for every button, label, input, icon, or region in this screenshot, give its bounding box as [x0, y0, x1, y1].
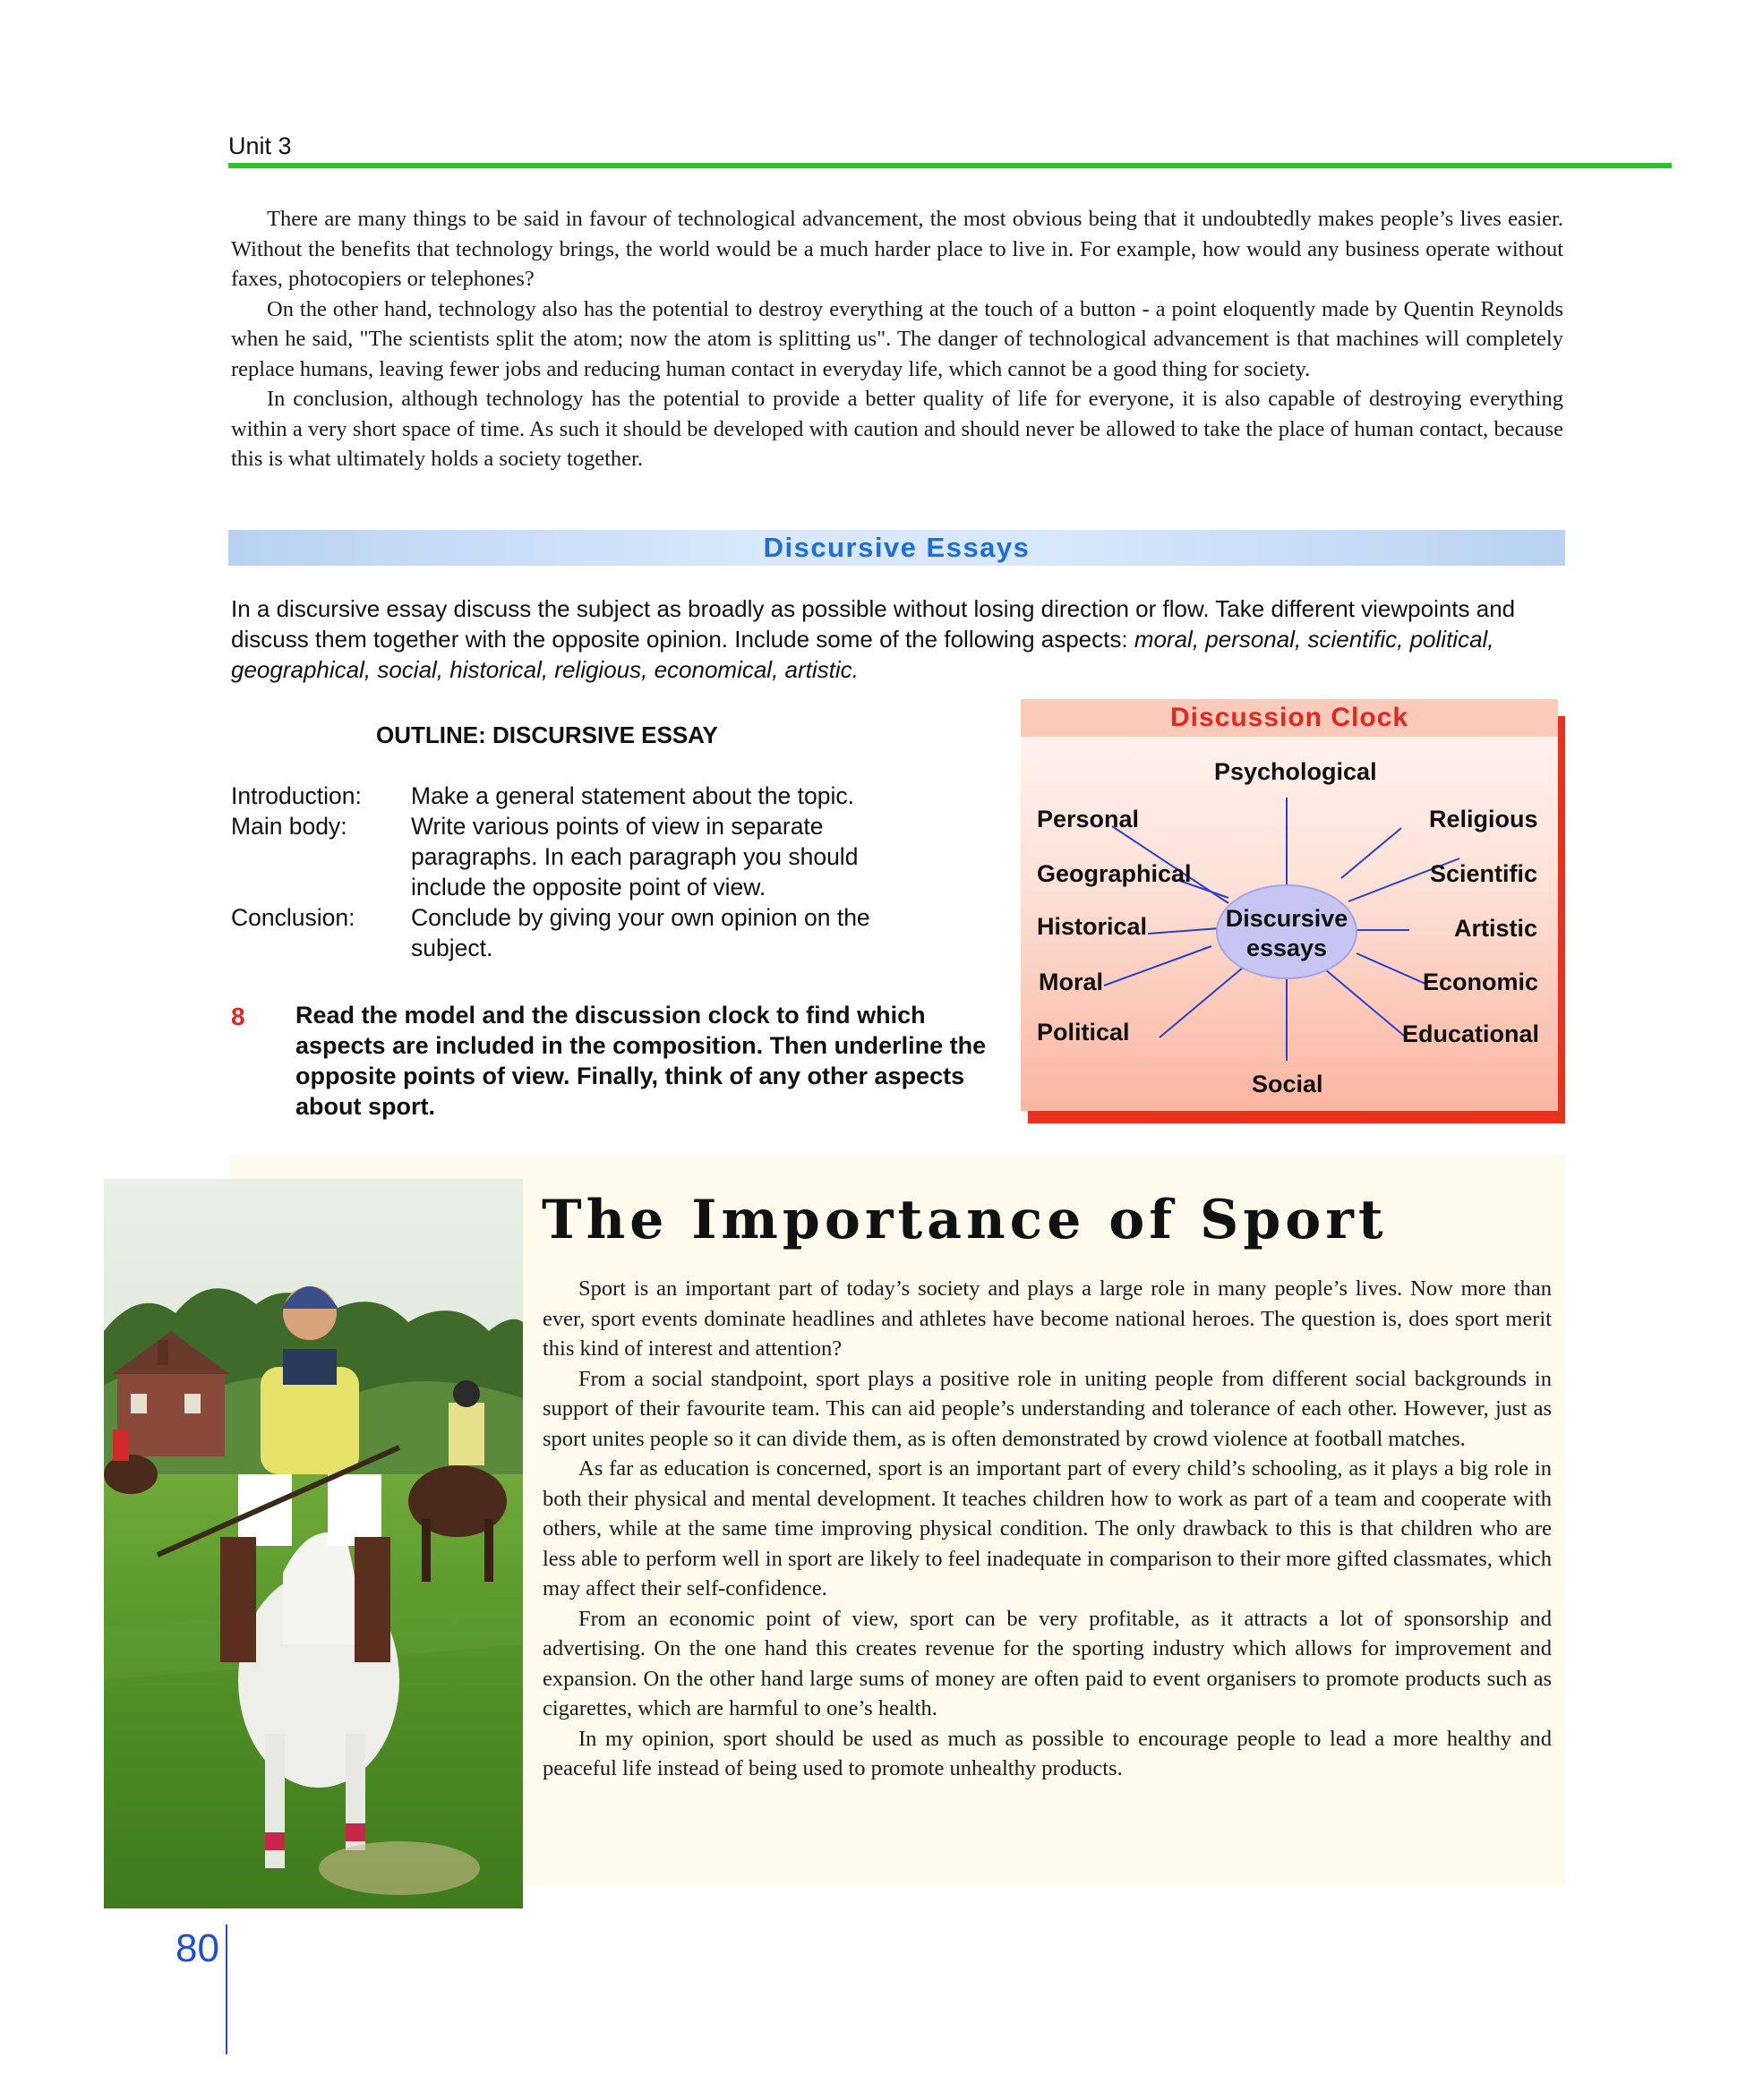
clock-title: Discussion Clock: [1169, 703, 1409, 732]
spoke-line: [1104, 946, 1211, 986]
clock-aspect-historical: Historical: [1037, 913, 1148, 940]
page-number: 80: [175, 1926, 219, 1970]
clock-aspect-scientific: Scientific: [1430, 860, 1538, 887]
aspects-list: moral, personal, scientific, political, geographical, social, historical, religious, economical, artistic.: [231, 626, 1494, 683]
polo-photo: [104, 1179, 523, 1908]
polo-illustration: [104, 1179, 523, 1908]
outline-definition: Make a general statement about the topic.: [411, 782, 854, 809]
sport-essay: [543, 1274, 1552, 1784]
spoke-line: [1325, 969, 1404, 1036]
exercise-instructions: Read the model and the discussion clock to find which aspects are included in the composition. Then underline the opposite points of view. Finally, think of any other aspects about sport.: [295, 1002, 987, 1120]
clock-aspect-social: Social: [1252, 1071, 1323, 1097]
clock-aspect-psychological: Psychological: [1214, 758, 1377, 785]
essay-paragraph: Sport is an important part of today’s society and plays a large role in many people’s lives. Now more than ever, sport events dominate headlines and athletes have become national heroes. The question is, does sport merit this kind of interest and attention?: [543, 1276, 1552, 1361]
clock-aspect-personal: Personal: [1037, 806, 1140, 832]
clock-aspect-economic: Economic: [1423, 969, 1539, 995]
discursive-description: [231, 593, 1574, 685]
section-title: Discursive Essays: [763, 532, 1031, 563]
clock-aspect-geographical: Geographical: [1037, 860, 1192, 887]
exercise-number: 8: [231, 1003, 245, 1030]
clock-center-label: Discursive essays: [1225, 905, 1348, 961]
section-banner: [228, 530, 1565, 566]
outline-definition: Write various points of view in separate paragraphs. In each paragraph you should include the opposite point of view.: [411, 813, 859, 901]
spoke-line: [1148, 928, 1220, 934]
outline-definition: Conclude by giving your own opinion on the subject.: [411, 904, 870, 961]
essay-paragraph: From an economic point of view, sport can be very profitable, as it attracts a lot of sponsorship and advertising. On the one hand this creates revenue for the sporting industry which allows for improvement and expansion. On the other hand large sums of money are often paid to event organisers to promote products such as cigarettes, which are harmful to one’s health.: [543, 1606, 1552, 1720]
clock-aspect-religious: Religious: [1429, 806, 1538, 832]
outline-title: OUTLINE: DISCURSIVE ESSAY: [376, 721, 718, 748]
spoke-line: [1160, 968, 1243, 1037]
page-number-rule: [226, 1925, 227, 2054]
spoke-line: [1341, 828, 1401, 878]
unit-label: Unit 3: [228, 132, 292, 159]
intro-paragraph: In conclusion, although technology has the potential to provide a better quality of life for everyone, it is also capable of destroying everything within a very short space of time. As such it should be developed with caution and should never be allowed to take the place of human contact, because this is what ultimately holds a society together.: [231, 387, 1563, 471]
intro-paragraph: On the other hand, technology also has the potential to destroy everything at the touch of a button - a point eloquently made by Quentin Reynolds when he said, "The scientists split the atom; now the atom is splitting us". The danger of technological advancement is that machines will completely replace humans, leaving fewer jobs and reducing human contact in everyday life, which cannot be a good thing for society.: [231, 296, 1563, 381]
essay-paragraph: As far as education is concerned, sport is an important part of every child’s schooling, as it plays a big role in both their physical and mental development. It teaches children how to work as part of a team and cooperate with others, while at the same time improving physical condition. The only drawback to this is that children who are less able to perform well in sport are likely to feel inadequate in comparison to their more gifted classmates, which may affect their self-confidence.: [543, 1456, 1552, 1601]
description-text: In a discursive essay discuss the subject as broadly as possible without losing direction or flow. Take different viewpoints and discuss them together with the opposite opinion. Include some of the following aspects:: [231, 595, 1516, 653]
clock-aspect-educational: Educational: [1402, 1020, 1540, 1047]
intro-essay: [231, 204, 1563, 474]
header-rule: [228, 163, 1672, 168]
intro-paragraph: There are many things to be said in favour of technological advancement, the most obvious being that it undoubtedly makes people’s lives easier. Without the benefits that technology brings, the world would be a much harder place to live in. For example, how would any business operate without faxes, photocopiers or telephones?: [231, 207, 1563, 291]
essay-paragraph: In my opinion, sport should be used as much as possible to encourage people to lead a more healthy and peaceful life instead of being used to promote unhealthy products.: [543, 1726, 1552, 1780]
essay-paragraph: From a social standpoint, sport plays a positive role in uniting people from different social backgrounds in support of their favourite team. This can aid people’s understanding and tolerance of each other. However, just as sport unites people so it can divide them, as is often demonstrated by crowd violence at football matches.: [543, 1366, 1552, 1451]
outline-term: Main body:: [231, 813, 347, 840]
clock-aspect-moral: Moral: [1039, 969, 1104, 995]
outline-term: Conclusion:: [231, 904, 355, 931]
clock-aspect-political: Political: [1037, 1019, 1130, 1046]
essay-title: The Importance of Sport: [542, 1189, 1388, 1251]
spoke-line: [1356, 953, 1425, 984]
clock-aspect-artistic: Artistic: [1454, 915, 1538, 942]
outline-term: Introduction:: [231, 782, 362, 809]
